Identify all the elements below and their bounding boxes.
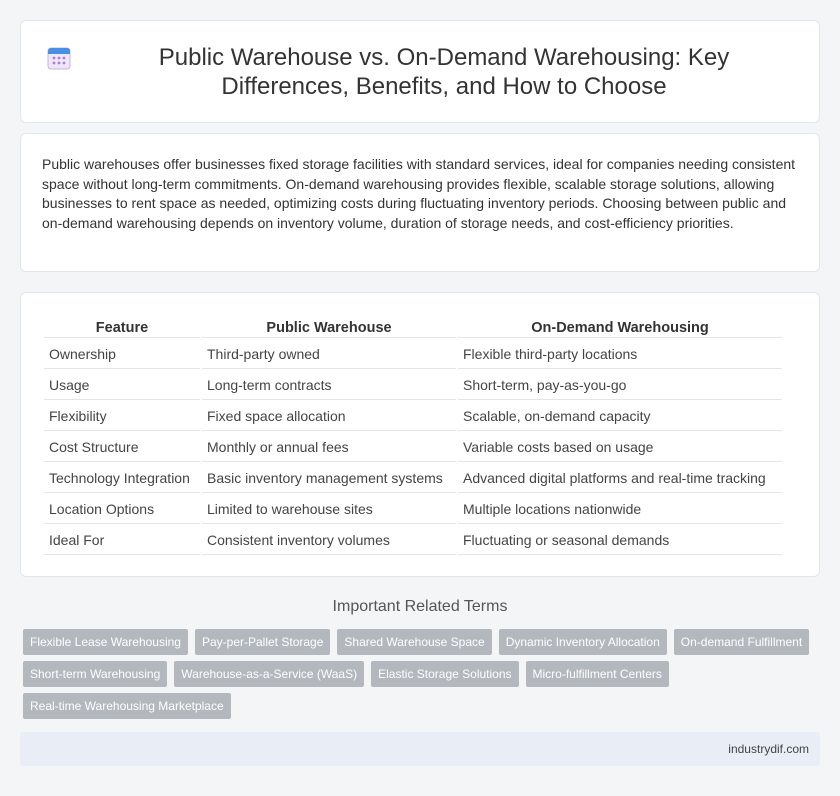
tag-dynamic-inventory-allocation[interactable]: Dynamic Inventory Allocation — [499, 629, 667, 655]
tag-short-term-warehousing[interactable]: Short-term Warehousing — [23, 661, 167, 687]
cell-on-demand: Fluctuating or seasonal demands — [458, 526, 782, 555]
cell-on-demand: Flexible third-party locations — [458, 340, 782, 369]
cell-on-demand: Multiple locations nationwide — [458, 495, 782, 524]
table-row — [44, 464, 782, 493]
cell-feature: Flexibility — [44, 402, 200, 431]
comparison-card — [20, 292, 820, 577]
cell-public: Basic inventory management systems — [202, 464, 456, 493]
cell-on-demand: Variable costs based on usage — [458, 433, 782, 462]
title-card — [20, 20, 820, 123]
tag-on-demand-fulfillment[interactable]: On-demand Fulfillment — [674, 629, 809, 655]
tag-elastic-storage-solutions[interactable]: Elastic Storage Solutions — [371, 661, 518, 687]
intro-paragraph: Public warehouses offer businesses fixed storage facilities with standard services, ideal for companies needing consistent space without long-term commitments. On-demand warehousing provides flexible, scalable storage solutions, allowing businesses to rent space as needed, optimizing costs during fluctuating inventory periods. Choosing between public and on-demand warehousing depends on inventory volume, duration of storage needs, and cost-efficiency priorities. — [42, 156, 796, 231]
tag-shared-warehouse-space[interactable]: Shared Warehouse Space — [337, 629, 491, 655]
header-public-warehouse: Public Warehouse — [202, 316, 456, 338]
header-feature: Feature — [44, 316, 200, 338]
table-row — [44, 340, 782, 369]
tag-flexible-lease-warehousing[interactable]: Flexible Lease Warehousing — [23, 629, 188, 655]
related-terms-list — [23, 629, 813, 719]
comparison-table — [42, 314, 784, 557]
footer — [20, 732, 820, 766]
cell-on-demand: Scalable, on-demand capacity — [458, 402, 782, 431]
cell-public: Fixed space allocation — [202, 402, 456, 431]
tag-warehouse-as-a-service[interactable]: Warehouse-as-a-Service (WaaS) — [174, 661, 364, 687]
table-row — [44, 371, 782, 400]
cell-public: Third-party owned — [202, 340, 456, 369]
table-row — [44, 402, 782, 431]
tag-real-time-warehousing-marketplace[interactable]: Real-time Warehousing Marketplace — [23, 693, 231, 719]
table-header-row — [44, 316, 782, 338]
footer-site-link[interactable]: industrydif.com — [728, 742, 809, 756]
related-terms-heading: Important Related Terms — [332, 598, 508, 615]
table-row — [44, 526, 782, 555]
cell-public: Monthly or annual fees — [202, 433, 456, 462]
cell-public: Limited to warehouse sites — [202, 495, 456, 524]
cell-on-demand: Short-term, pay-as-you-go — [458, 371, 782, 400]
table-row — [44, 433, 782, 462]
header-on-demand: On-Demand Warehousing — [458, 316, 782, 338]
table-row — [44, 495, 782, 524]
cell-feature: Usage — [44, 371, 200, 400]
cell-on-demand: Advanced digital platforms and real-time tracking — [458, 464, 782, 493]
cell-feature: Location Options — [44, 495, 200, 524]
tag-micro-fulfillment-centers[interactable]: Micro-fulfillment Centers — [526, 661, 669, 687]
page-title: Public Warehouse vs. On-Demand Warehousing: Key Differences, Benefits, and How to Choose — [158, 43, 730, 100]
calendar-icon — [46, 45, 72, 71]
cell-feature: Technology Integration — [44, 464, 200, 493]
cell-public: Consistent inventory volumes — [202, 526, 456, 555]
cell-public: Long-term contracts — [202, 371, 456, 400]
cell-feature: Ideal For — [44, 526, 200, 555]
cell-feature: Cost Structure — [44, 433, 200, 462]
cell-feature: Ownership — [44, 340, 200, 369]
tag-pay-per-pallet-storage[interactable]: Pay-per-Pallet Storage — [195, 629, 330, 655]
intro-card — [20, 133, 820, 272]
